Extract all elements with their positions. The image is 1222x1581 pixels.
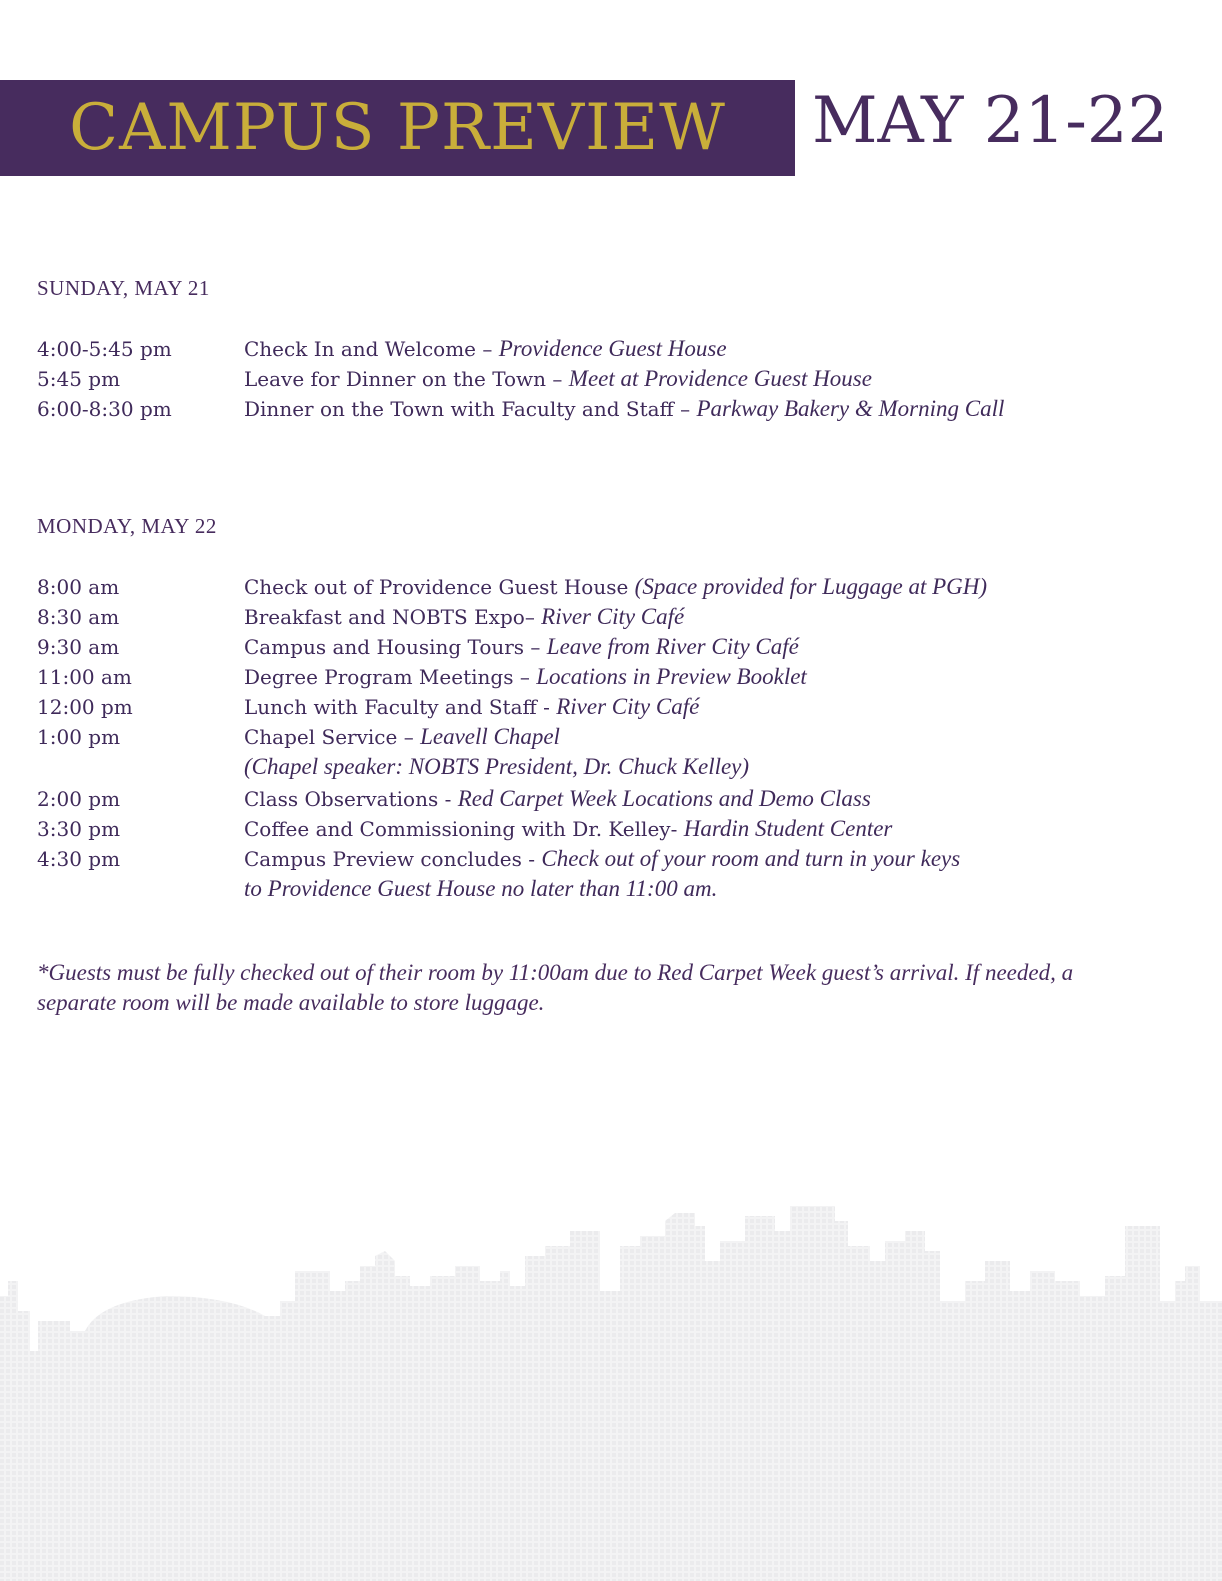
schedule-event: Campus Preview concludes [244, 847, 522, 871]
schedule-separator: – [524, 605, 542, 629]
schedule-time: 8:30 am [37, 605, 120, 629]
schedule-separator: – [476, 337, 499, 361]
schedule-separator: – [397, 725, 421, 749]
schedule-event: Breakfast and NOBTS Expo [244, 605, 525, 629]
conclude-continued-row [37, 874, 987, 906]
schedule-time: 2:00 pm [37, 787, 121, 811]
schedule-event: Degree Program Meetings [244, 665, 514, 689]
footnote: *Guests must be fully checked out of their room by 11:00am due to Red Carpet Week guest’s arrival. If needed, a separate room will be made available to store luggage. [37, 960, 1074, 1015]
schedule-row [37, 722, 987, 752]
schedule-time: 3:30 pm [37, 817, 121, 841]
schedule-separator: - [521, 847, 542, 871]
schedule-separator: – [524, 635, 547, 659]
schedule-location: (Space provided for Luggage at PGH) [634, 574, 988, 599]
schedule-separator: – [673, 397, 697, 421]
schedule-event: Campus and Housing Tours [244, 635, 525, 659]
schedule-separator: - [536, 695, 557, 719]
schedule-time: 11:00 am [37, 665, 132, 689]
schedule-location: Meet at Providence Guest House [568, 366, 872, 391]
schedule-event: Lunch with Faculty and Staff [244, 695, 537, 719]
schedule-row [37, 784, 987, 814]
schedule-separator: – [546, 367, 569, 391]
chapel-note-row [37, 752, 987, 784]
schedule-time: 4:00-5:45 pm [37, 337, 172, 361]
schedule-row [37, 602, 987, 632]
schedule-event: Leave for Dinner on the Town [244, 367, 547, 391]
city-skyline-illustration [0, 1201, 1222, 1581]
schedule-time: 1:00 pm [37, 725, 121, 749]
schedule-location: Check out of your room and turn in your keys [541, 846, 961, 871]
schedule-time: 4:30 pm [37, 847, 121, 871]
schedule-location: Leave from River City Café [546, 634, 799, 659]
sunday-schedule [37, 334, 1004, 424]
sunday-heading: SUNDAY, MAY 21 [37, 276, 210, 300]
schedule-separator: - [670, 817, 684, 841]
schedule-event: Coffee and Commissioning with Dr. Kelley [244, 817, 671, 841]
schedule-event: Check In and Welcome [244, 337, 477, 361]
monday-heading: MONDAY, MAY 22 [37, 514, 217, 538]
schedule-time: 8:00 am [37, 575, 120, 599]
schedule-separator: - [438, 787, 458, 811]
title-banner [0, 80, 795, 176]
schedule-time: 9:30 am [37, 635, 120, 659]
conclude-continued: to Providence Guest House no later than 11:00 am. [244, 876, 718, 901]
schedule-time: 12:00 pm [37, 695, 133, 719]
monday-schedule [37, 572, 987, 906]
schedule-row [37, 572, 987, 602]
schedule-time: 6:00-8:30 pm [37, 397, 172, 421]
schedule-location: Providence Guest House [498, 336, 727, 361]
page-title: CAMPUS PREVIEW [69, 91, 726, 165]
schedule-event: Class Observations [244, 787, 439, 811]
schedule-row [37, 394, 1004, 424]
chapel-note: (Chapel speaker: NOBTS President, Dr. Chuck Kelley) [244, 754, 750, 779]
schedule-location: Parkway Bakery & Morning Call [696, 396, 1005, 421]
schedule-location: River City Café [541, 604, 685, 629]
schedule-location: Hardin Student Center [683, 816, 893, 841]
schedule-time: 5:45 pm [37, 367, 121, 391]
schedule-location: River City Café [556, 694, 700, 719]
schedule-row [37, 692, 987, 722]
schedule-row [37, 364, 1004, 394]
schedule-event: Check out of Providence Guest House [244, 575, 629, 599]
schedule-row [37, 662, 987, 692]
schedule-event: Chapel Service [244, 725, 398, 749]
schedule-row [37, 632, 987, 662]
schedule-location: Locations in Preview Booklet [536, 664, 807, 689]
schedule-event: Dinner on the Town with Faculty and Staff [244, 397, 674, 421]
schedule-row [37, 814, 987, 844]
schedule-location: Red Carpet Week Locations and Demo Class [457, 786, 871, 811]
schedule-row [37, 844, 987, 874]
schedule-separator: – [513, 665, 537, 689]
schedule-location: Leavell Chapel [420, 724, 560, 749]
event-dates: MAY 21-22 [812, 84, 1169, 158]
schedule-row [37, 334, 1004, 364]
